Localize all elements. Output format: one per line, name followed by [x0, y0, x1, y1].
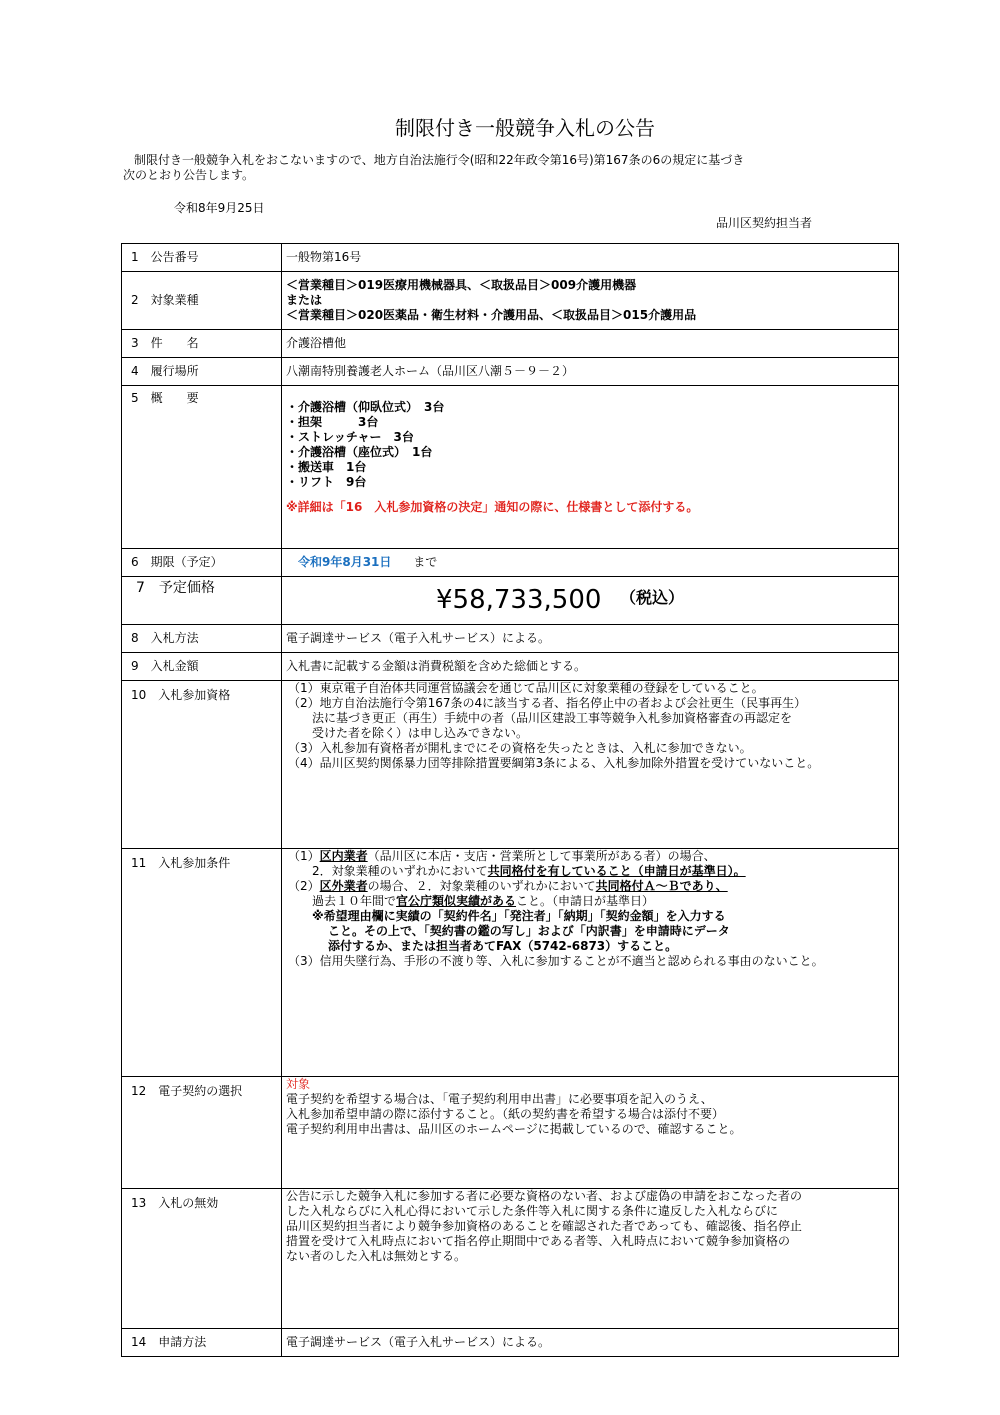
- table-row: [122, 330, 899, 358]
- qualification-line: （2）地方自治法施行令第167条の4に該当する者、指名停止中の者および会社更生（民事再生）: [288, 696, 807, 710]
- condition-text: （品川区に本店・支店・営業所として事業所がある者）の場合、: [367, 849, 716, 863]
- condition-line: [288, 849, 898, 864]
- condition-text: の場合、２．対象業種のいずれかにおいて: [367, 879, 596, 893]
- overview-note: ※詳細は「16 入札参加資格の決定」通知の際に、仕様書として添付する。: [286, 500, 699, 514]
- qualification-line: 法に基づき更正（再生）手続中の者（品川区建設工事等競争入札参加資格審査の再認定を: [312, 711, 793, 725]
- business-type-line: または: [286, 293, 323, 307]
- table-row: [122, 358, 899, 386]
- e-contract-line: 入札参加希望申請の際に添付すること。（紙の契約書を希望する場合は添付不要）: [286, 1107, 725, 1121]
- row-value: [282, 577, 899, 625]
- row-value: 入札書に記載する金額は消費税額を含めた総価とする。: [282, 653, 899, 681]
- row-label: 11 入札参加条件: [122, 849, 282, 1077]
- row-label: 9 入札金額: [122, 653, 282, 681]
- qualification-line: （3）入札参加有資格者が開札までにその資格を失ったときは、入札に参加できない。: [288, 741, 752, 755]
- invalid-bid-line: 措置を受けて入札時点において指名停止期間中である者等、入札時点において競争参加資格の: [286, 1234, 791, 1248]
- invalid-bid-line: した入札ならびに入札心得において示した条件等入札に関する条件に違反した入札ならびに: [286, 1204, 779, 1218]
- row-label: 8 入札方法: [122, 625, 282, 653]
- e-contract-line: 電子契約利用申出書は、品川区のホームページに掲載しているので、確認すること。: [286, 1122, 742, 1136]
- row-label: 12 電子契約の選択: [122, 1077, 282, 1189]
- row-label: 14 申請方法: [122, 1329, 282, 1357]
- row-value: [282, 386, 899, 549]
- table-row: [122, 1077, 899, 1189]
- row-value: [282, 1077, 899, 1189]
- row-value: 一般物第16号: [282, 244, 899, 272]
- row-value: 電子調達サービス（電子入札サービス）による。: [282, 625, 899, 653]
- public-office-record-term: 官公庁類似実績がある: [396, 894, 517, 908]
- table-row: [122, 577, 899, 625]
- intro-line-2: 次のとおり公告します。: [123, 168, 255, 182]
- table-row: [122, 653, 899, 681]
- condition-note-line: こと。その上で、「契約書の鑑の写し」および「内訳書」を申請時にデータ: [328, 924, 730, 938]
- notice-table: [121, 243, 899, 1357]
- table-row: [122, 549, 899, 577]
- business-type-line: ＜営業種目＞020医薬品・衛生材料・介護用品、＜取扱品目＞015介護用品: [286, 308, 697, 322]
- overview-item: ・介護浴槽（座位式） 1台: [286, 445, 433, 459]
- table-row: [122, 272, 899, 330]
- notice-date: 令和8年9月25日: [174, 201, 265, 215]
- out-of-ward-business-term: 区外業者: [319, 879, 368, 893]
- condition-note-line: ※希望理由欄に実績の「契約件名」「発注者」「納期」「契約金額」を入力する: [312, 909, 726, 923]
- e-contract-line: 電子契約を希望する場合は、「電子契約利用申出書」に必要事項を記入のうえ、: [286, 1092, 713, 1106]
- in-ward-business-term: 区内業者: [319, 849, 368, 863]
- row-value: [282, 1189, 899, 1329]
- condition-index: （1）: [288, 849, 320, 863]
- condition-text: こと。（申請日が基準日）: [516, 894, 655, 908]
- table-row: [122, 386, 899, 549]
- overview-item: ・搬送車 1台: [286, 460, 367, 474]
- deadline-suffix: まで: [413, 555, 438, 569]
- row-value: [282, 272, 899, 330]
- joint-rating-term: 共同格付を有していること（申請日が基準日）。: [487, 864, 746, 878]
- overview-item: ・リフト 9台: [286, 475, 367, 489]
- condition-index: （2）: [288, 879, 320, 893]
- row-label: 10 入札参加資格: [122, 681, 282, 849]
- table-row: [122, 1189, 899, 1329]
- tax-included-label: （税込）: [620, 588, 685, 607]
- row-label: 1 公告番号: [122, 244, 282, 272]
- overview-item: ・ストレッチャー 3台: [286, 430, 414, 444]
- e-contract-status: 対象: [286, 1077, 311, 1091]
- table-row: [122, 1329, 899, 1357]
- condition-line: [288, 894, 898, 909]
- page-title: 制限付き一般競争入札の公告: [395, 116, 655, 140]
- row-label: 2 対象業種: [122, 272, 282, 330]
- qualification-line: （1）東京電子自治体共同運営協議会を通じて品川区に対象業種の登録をしていること。: [288, 681, 764, 695]
- table-row: [122, 625, 899, 653]
- table-row: [122, 681, 899, 849]
- row-label: 4 履行場所: [122, 358, 282, 386]
- invalid-bid-line: 公告に示した競争入札に参加する者に必要な資格のない者、および虚偽の申請をおこなった者の: [286, 1189, 803, 1203]
- table-row: [122, 244, 899, 272]
- department-name: 品川区契約担当者: [716, 216, 813, 230]
- row-label: 3 件 名: [122, 330, 282, 358]
- intro-line-1: 制限付き一般競争入札をおこないますので、地方自治法施行令(昭和22年政令第16号)第167条の6の規定に基づき: [134, 153, 745, 167]
- invalid-bid-line: ない者のした入札は無効とする。: [286, 1249, 467, 1263]
- row-value: [282, 681, 899, 849]
- invalid-bid-line: 品川区契約担当者により競争参加資格のあることを確認された者であっても、確認後、指名停止: [286, 1219, 802, 1233]
- row-label: 6 期限（予定）: [122, 549, 282, 577]
- condition-text: 過去１０年間で: [312, 894, 397, 908]
- deadline-date: 令和9年8月31日: [298, 555, 392, 569]
- condition-line: [288, 864, 898, 879]
- row-label: 7 予定価格: [122, 577, 282, 625]
- table-row: [122, 849, 899, 1077]
- qualification-line: 受けた者を除く）は申し込みできない。: [312, 726, 529, 740]
- condition-note-line: 添付するか、または担当者あてFAX（5742-6873）すること。: [328, 939, 678, 953]
- row-value: [282, 849, 899, 1077]
- condition-line: [288, 879, 898, 894]
- row-label: 13 入札の無効: [122, 1189, 282, 1329]
- row-value: 電子調達サービス（電子入札サービス）による。: [282, 1329, 899, 1357]
- joint-rating-ab-term: 共同格付Ａ～Ｂであり、: [595, 879, 728, 893]
- row-value: 八潮南特別養護老人ホーム（品川区八潮５－９－２）: [282, 358, 899, 386]
- row-value: [282, 549, 899, 577]
- condition-text: 2．対象業種のいずれかにおいて: [312, 864, 488, 878]
- row-value: 介護浴槽他: [282, 330, 899, 358]
- business-type-line: ＜営業種目＞019医療用機械器具、＜取扱品目＞009介護用機器: [286, 278, 637, 292]
- overview-item: ・介護浴槽（仰臥位式） 3台: [286, 400, 445, 414]
- qualification-line: （4）品川区契約関係暴力団等排除措置要綱第3条による、入札参加除外措置を受けていないこと。: [288, 756, 820, 770]
- row-label: 5 概 要: [122, 386, 282, 549]
- planned-price: ¥58,733,500: [436, 585, 602, 615]
- overview-item: ・担架 3台: [286, 415, 379, 429]
- condition-line: （3）信用失墜行為、手形の不渡り等、入札に参加することが不適当と認められる事由のないこと。: [288, 954, 824, 968]
